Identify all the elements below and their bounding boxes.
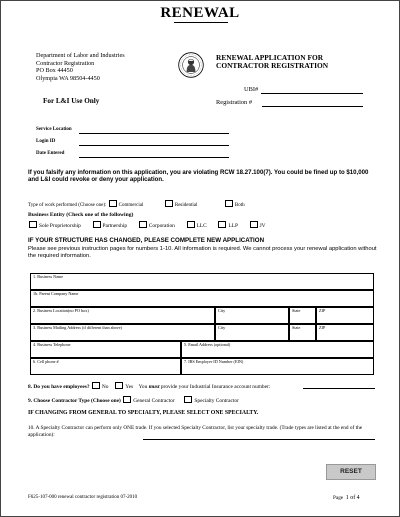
specialty-contractor-checkbox[interactable] bbox=[184, 396, 192, 403]
specialty-instructions: 10. A Specialty Contractor can perform only ONE trade. If you selected Specialty Contractor, list your specialty trade. (Trade types are listed at the end of the application): bbox=[28, 425, 363, 439]
business-entity-row bbox=[28, 221, 266, 230]
date-entered-label: Date Entered bbox=[36, 151, 65, 156]
business-name-field[interactable] bbox=[30, 273, 374, 290]
email-field[interactable] bbox=[181, 341, 374, 358]
date-entered-line[interactable] bbox=[79, 157, 229, 158]
irs-ein-field[interactable] bbox=[181, 358, 374, 375]
mailing-city-field[interactable] bbox=[215, 324, 289, 341]
city-label: City bbox=[218, 308, 226, 313]
falsify-warning: If you falsify any information on this application, you are violating RCW 18.27.100(7). You could be fined up to $10,000 and L&I could revoke or deny your application. bbox=[28, 169, 369, 184]
irs-ein-label: 7. IRS Employer ID Number (EIN) bbox=[184, 359, 244, 364]
commercial-label: Commercial bbox=[118, 203, 144, 208]
mailing-address-label: 3. Business Mailing Address (if different than above) bbox=[33, 325, 123, 330]
llp-checkbox[interactable] bbox=[218, 221, 226, 228]
corporation-label: Corporation bbox=[148, 223, 175, 229]
registration-label: Registration # bbox=[216, 99, 253, 106]
cell-phone-label: 6. Cell phone # bbox=[33, 359, 59, 364]
employees-you-text: You bbox=[138, 384, 148, 390]
mailing-address-field[interactable] bbox=[30, 324, 215, 341]
state-label: State bbox=[292, 308, 301, 313]
business-entity-label: Business Entity (Check one of the following) bbox=[28, 212, 134, 218]
general-contractor-checkbox[interactable] bbox=[123, 396, 131, 403]
office-use-label: For L&I Use Only bbox=[43, 97, 100, 105]
partnership-label: Partnership bbox=[102, 223, 128, 229]
state-label: State bbox=[292, 325, 301, 330]
location-city-field[interactable] bbox=[215, 307, 289, 324]
page-number bbox=[333, 495, 360, 502]
ubi-input-line[interactable] bbox=[261, 93, 363, 94]
residential-checkbox[interactable] bbox=[165, 200, 173, 207]
business-telephone-label: 4. Business Telephone bbox=[33, 342, 71, 347]
employees-yes-label: Yes bbox=[125, 384, 134, 390]
agency-line: Olympia WA 98504-4450 bbox=[36, 74, 100, 82]
structure-heading: IF YOUR STRUCTURE HAS CHANGED, PLEASE COMPLETE NEW APPLICATION bbox=[28, 237, 265, 244]
general-to-specialty-heading: IF CHANGING FROM GENERAL TO SPECIALTY, PLEASE SELECT ONE SPECIALTY. bbox=[28, 410, 259, 416]
agency-address bbox=[36, 52, 125, 82]
form-title: RENEWAL bbox=[160, 5, 240, 21]
structure-instructions: Please see previous instruction pages for numbers 1-10. All information is required. We cannot process your renewal application without the required information. bbox=[28, 246, 377, 259]
specialty-trade-line[interactable] bbox=[143, 439, 375, 440]
mailing-state-field[interactable] bbox=[289, 324, 316, 341]
title-underline bbox=[174, 22, 228, 23]
application-title-line: RENEWAL APPLICATION FOR bbox=[216, 53, 324, 62]
employees-no-label: No bbox=[101, 384, 109, 390]
agency-line: Department of Labor and Industries bbox=[36, 52, 125, 59]
login-id-label: Login ID bbox=[36, 139, 56, 144]
reset-button[interactable]: RESET bbox=[326, 464, 376, 480]
commercial-checkbox[interactable] bbox=[109, 200, 117, 207]
zip-label: ZIP bbox=[319, 325, 326, 330]
parent-company-field[interactable] bbox=[30, 290, 374, 307]
jv-label: JV bbox=[259, 223, 266, 229]
both-label: Both bbox=[234, 203, 245, 208]
employees-label: 8. Do you have employees? bbox=[28, 384, 90, 390]
employees-no-checkbox[interactable] bbox=[92, 382, 100, 389]
agency-line: Contractor Registration bbox=[36, 59, 95, 67]
application-title bbox=[216, 54, 328, 71]
llc-checkbox[interactable] bbox=[187, 221, 195, 228]
business-location-field[interactable] bbox=[30, 307, 215, 324]
sole-proprietorship-checkbox[interactable] bbox=[29, 221, 37, 228]
general-contractor-label: General Contractor bbox=[133, 398, 175, 404]
employees-must-text: must bbox=[148, 384, 160, 390]
parent-company-label: 1b. Parent Company Name bbox=[33, 291, 79, 296]
ubi-label: UBI# bbox=[244, 86, 259, 93]
sole-proprietorship-label: Sole Proprietorship bbox=[39, 223, 81, 229]
application-title-line: CONTRACTOR REGISTRATION bbox=[216, 61, 329, 71]
cell-phone-field[interactable] bbox=[30, 358, 181, 375]
work-type-row bbox=[28, 200, 245, 209]
partnership-checkbox[interactable] bbox=[93, 221, 101, 228]
both-checkbox[interactable] bbox=[225, 200, 233, 207]
residential-label: Residential bbox=[174, 203, 198, 208]
contractor-type-label: 9. Choose Contractor Type (Choose one) bbox=[28, 398, 121, 404]
state-seal-icon bbox=[178, 52, 204, 78]
specialty-contractor-label: Specialty Contractor bbox=[194, 398, 239, 404]
location-state-field[interactable] bbox=[289, 307, 316, 324]
business-telephone-field[interactable] bbox=[30, 341, 181, 358]
zip-label: ZIP bbox=[319, 308, 326, 313]
location-zip-field[interactable] bbox=[316, 307, 374, 324]
employees-account-text: provide your Industrial Insurance account number: bbox=[160, 384, 271, 390]
city-label: City bbox=[218, 325, 226, 330]
form-number: F625-107-000 renewal contractor registration 07-2010 bbox=[28, 495, 138, 500]
email-label: 5. Email Address (optional) bbox=[184, 342, 231, 347]
contractor-type-row bbox=[28, 396, 239, 405]
service-location-line[interactable] bbox=[79, 133, 229, 134]
corporation-checkbox[interactable] bbox=[139, 221, 147, 228]
work-type-label: Type of work performed (Choose one): bbox=[28, 203, 107, 208]
mailing-zip-field[interactable] bbox=[316, 324, 374, 341]
registration-input-line[interactable] bbox=[262, 106, 363, 107]
employees-yes-checkbox[interactable] bbox=[115, 382, 123, 389]
llp-label: LLP bbox=[228, 223, 238, 229]
jv-checkbox[interactable] bbox=[250, 221, 258, 228]
business-location-label: 2. Business Location(no PO box) bbox=[33, 308, 89, 313]
insurance-account-line[interactable] bbox=[303, 388, 375, 389]
service-location-label: Service Location bbox=[36, 127, 72, 132]
llc-label: LLC bbox=[196, 223, 207, 229]
employees-row bbox=[28, 382, 270, 391]
business-name-label: 1. Business Name bbox=[33, 274, 64, 279]
page-label: Page bbox=[333, 495, 344, 501]
agency-line: PO Box 44450 bbox=[36, 67, 73, 75]
page-value: 1 of 4 bbox=[345, 495, 360, 501]
login-id-line[interactable] bbox=[79, 145, 229, 146]
